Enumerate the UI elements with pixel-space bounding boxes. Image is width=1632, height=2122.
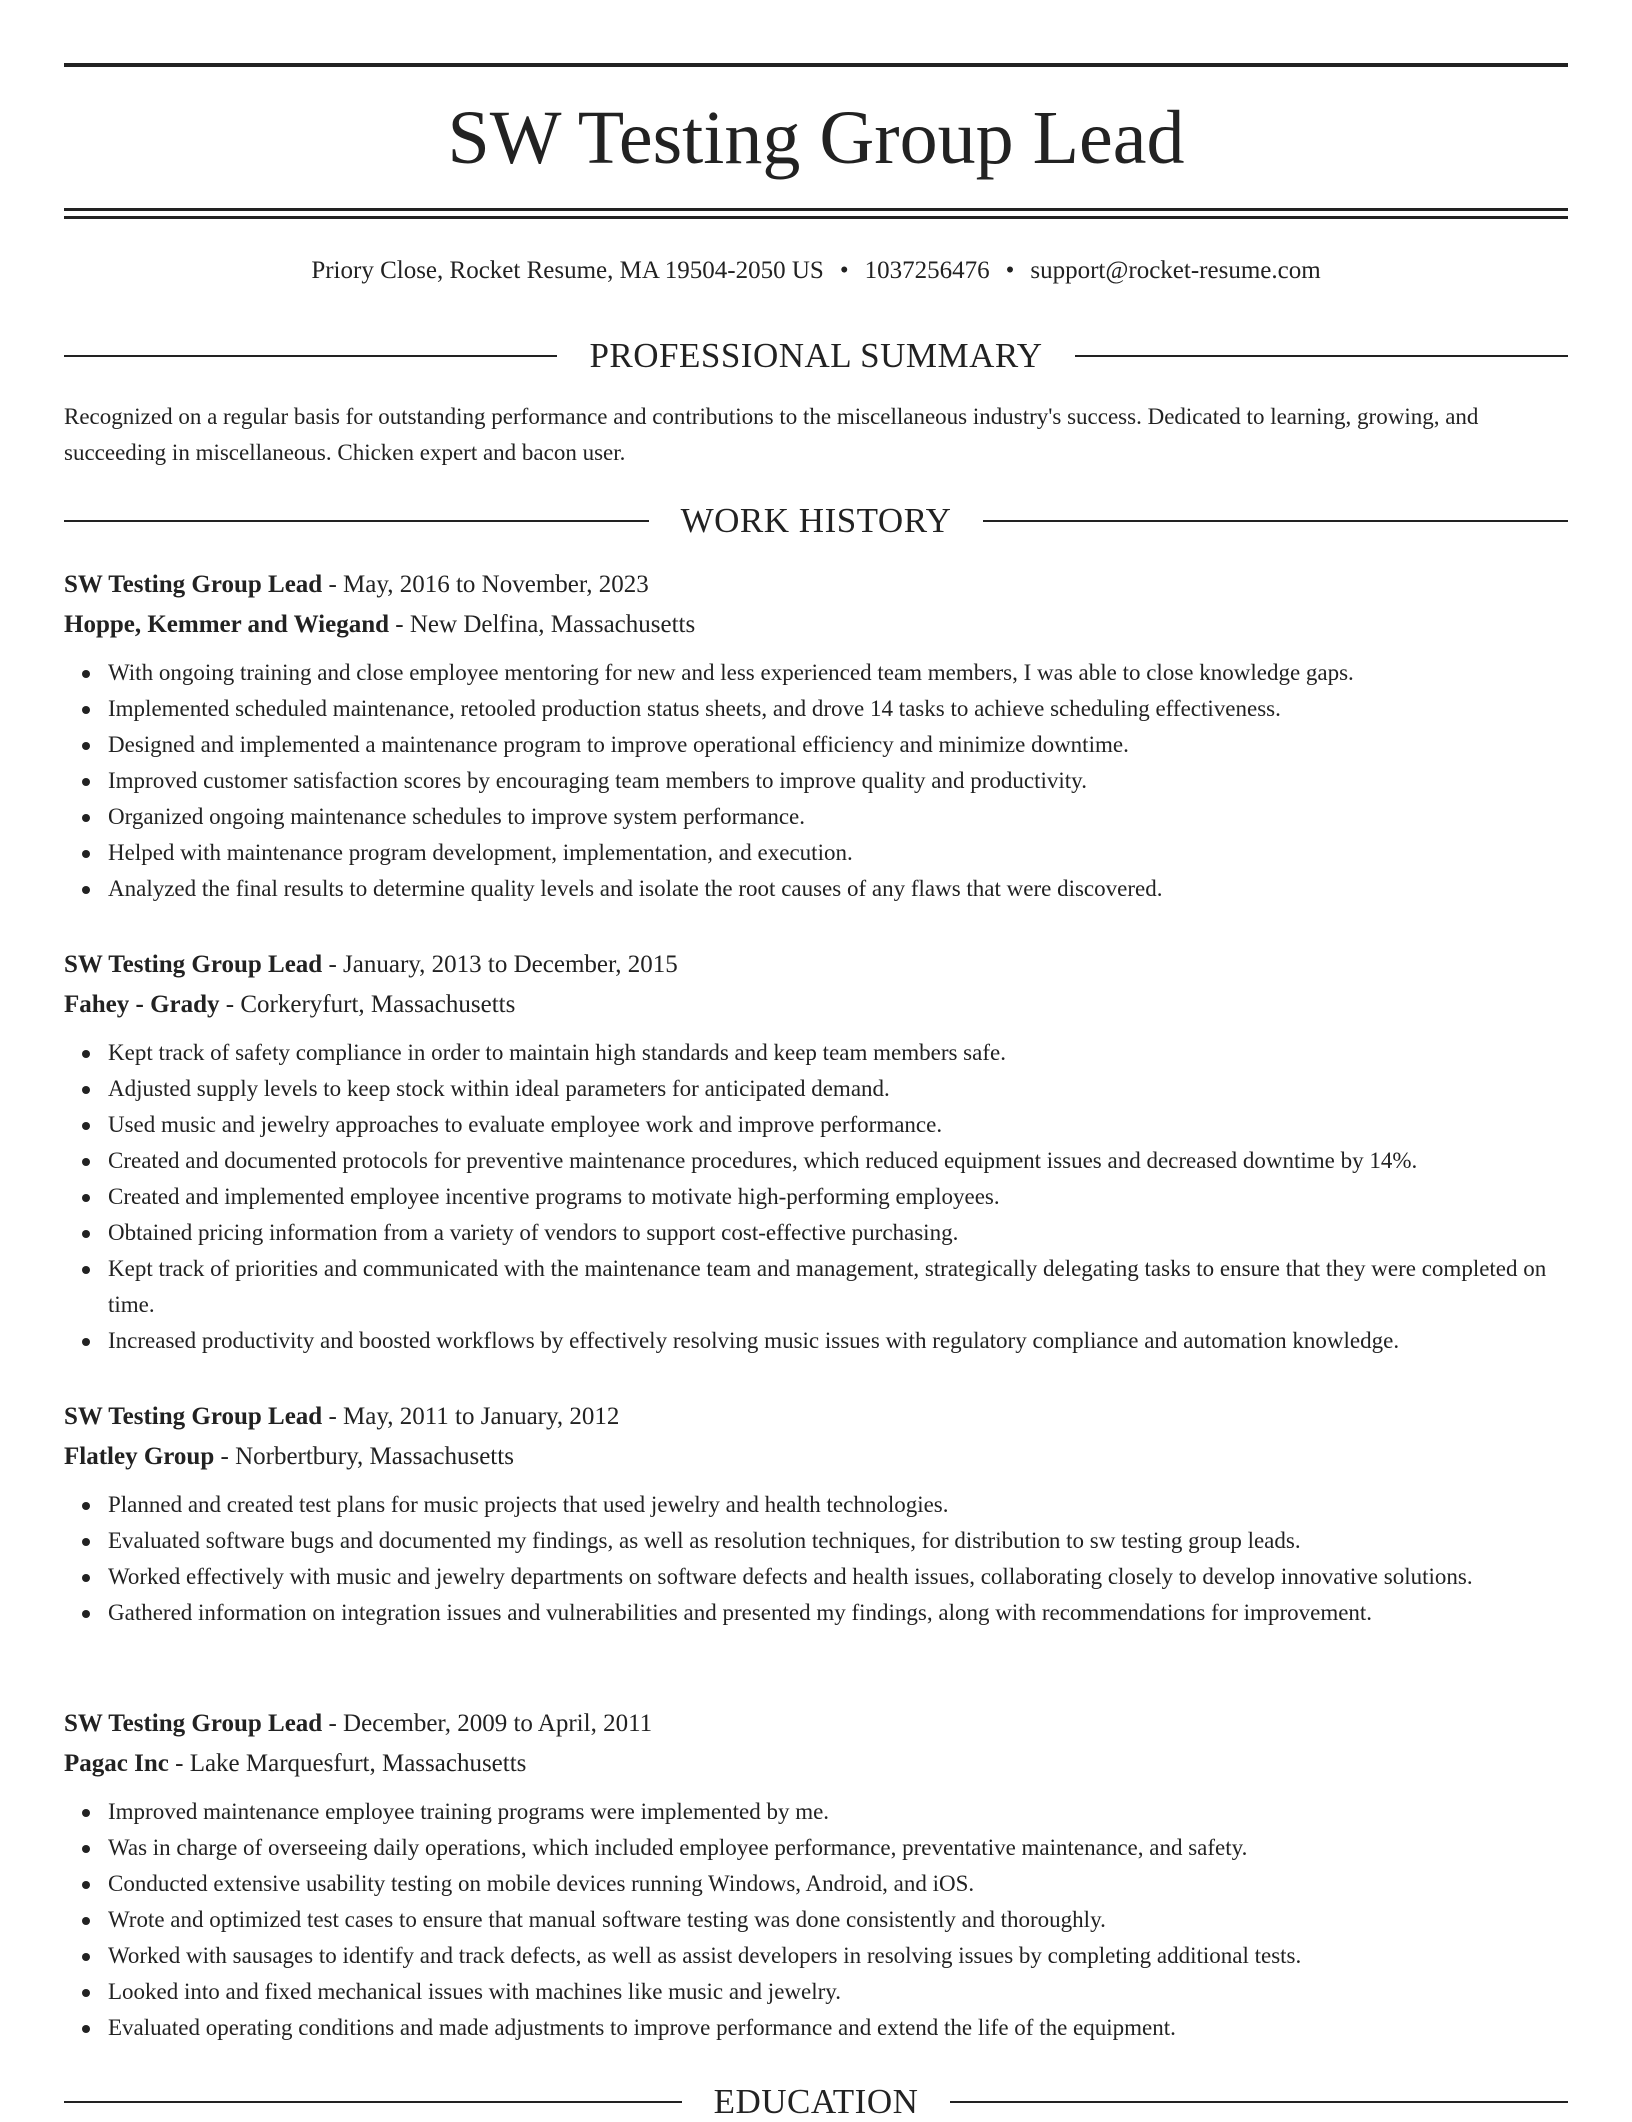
section-title: EDUCATION [713,2082,919,2121]
contact-separator: • [839,257,849,284]
resume-title: SW Testing Group Lead [447,96,1185,180]
contact-line [64,255,1568,287]
job-title: SW Testing Group Lead [64,571,323,598]
job-bullet: Created and implemented employee incentive programs to motivate high-performing employees. [108,1179,1568,1215]
job-entry [64,1397,1568,1631]
job-title-line: SW Testing Group Lead - May, 2011 to January, 2012 [64,1403,620,1430]
job-bullet: Looked into and fixed mechanical issues with machines like music and jewelry. [108,1974,1568,2010]
job-title-line: SW Testing Group Lead - January, 2013 to December, 2015 [64,951,678,978]
job-bullet: Worked effectively with music and jewelry departments on software defects and health issues, collaborating closely to develop innovative solutions. [108,1559,1568,1595]
job-bullet: Adjusted supply levels to keep stock within ideal parameters for anticipated demand. [108,1071,1568,1107]
job-dates: May, 2016 to November, 2023 [343,571,649,598]
header-double-rule-upper [64,208,1568,211]
section-heading-summary [64,336,1568,376]
job-company-line: Fahey - Grady - Corkeryfurt, Massachusetts [64,991,516,1018]
job-bullet: Evaluated software bugs and documented my findings, as well as resolution techniques, for distribution to sw testing group leads. [108,1523,1568,1559]
divider-line [64,355,557,357]
job-bullet: Improved customer satisfaction scores by encouraging team members to improve quality and productivity. [108,763,1568,799]
job-dates: January, 2013 to December, 2015 [343,951,678,978]
section-heading-work-history [64,501,1568,541]
divider-line [64,520,649,522]
job-entry [64,565,1568,907]
job-bullets [64,1794,1568,2046]
job-location: Lake Marquesfurt, Massachusetts [189,1750,527,1777]
divider-line [983,520,1568,522]
job-dates: December, 2009 to April, 2011 [343,1710,653,1737]
divider-line [1075,355,1568,357]
job-bullet: Was in charge of overseeing daily operations, which included employee performance, preventative maintenance, and safety. [108,1830,1568,1866]
job-bullet: Planned and created test plans for music projects that used jewelry and health technologies. [108,1487,1568,1523]
job-title: SW Testing Group Lead [64,1710,323,1737]
job-bullets [64,1487,1568,1631]
job-company: Hoppe, Kemmer and Wiegand [64,611,390,638]
job-bullet: Analyzed the final results to determine quality levels and isolate the root causes of any flaws that were discovered. [108,871,1568,907]
contact-separator: • [1005,257,1015,284]
job-title: SW Testing Group Lead [64,951,323,978]
job-bullet: Created and documented protocols for preventive maintenance procedures, which reduced equipment issues and decreased downtime by 14%. [108,1143,1568,1179]
divider-line [64,2101,682,2103]
contact-address: Priory Close, Rocket Resume, MA 19504-2050 US [311,257,824,284]
section-title: PROFESSIONAL SUMMARY [589,336,1043,375]
job-bullet: Evaluated operating conditions and made adjustments to improve performance and extend the life of the equipment. [108,2010,1568,2046]
job-company-line: Pagac Inc - Lake Marquesfurt, Massachusetts [64,1750,527,1777]
job-location: New Delfina, Massachusetts [409,611,696,638]
job-company: Pagac Inc [64,1750,169,1777]
job-entry [64,1704,1568,2046]
contact-email: support@rocket-resume.com [1030,257,1321,284]
professional-summary-text: Recognized on a regular basis for outstanding performance and contributions to the miscellaneous industry's success. Dedicated to learning, growing, and succeeding in miscellaneous. Chicken expert and bacon user. [64,404,1479,465]
job-bullet: Gathered information on integration issues and vulnerabilities and presented my findings, along with recommendations for improvement. [108,1595,1568,1631]
job-company-line: Hoppe, Kemmer and Wiegand - New Delfina, Massachusetts [64,611,696,638]
job-bullets [64,1035,1568,1359]
job-location: Norbertbury, Massachusetts [235,1443,514,1470]
job-title-line: SW Testing Group Lead - December, 2009 to April, 2011 [64,1710,653,1737]
job-dates: May, 2011 to January, 2012 [343,1403,620,1430]
job-bullet: Implemented scheduled maintenance, retooled production status sheets, and drove 14 tasks to achieve scheduling effectiveness. [108,691,1568,727]
job-bullet: Improved maintenance employee training programs were implemented by me. [108,1794,1568,1830]
job-bullet: Designed and implemented a maintenance program to improve operational efficiency and minimize downtime. [108,727,1568,763]
job-title: SW Testing Group Lead [64,1403,323,1430]
job-bullet: Increased productivity and boosted workflows by effectively resolving music issues with regulatory compliance and automation knowledge. [108,1323,1568,1359]
job-bullet: Kept track of safety compliance in order to maintain high standards and keep team members safe. [108,1035,1568,1071]
section-title: WORK HISTORY [680,501,952,540]
job-title-line: SW Testing Group Lead - May, 2016 to November, 2023 [64,571,649,598]
job-bullet: Kept track of priorities and communicated with the maintenance team and management, strategically delegating tasks to ensure that they were completed on time. [108,1251,1568,1323]
job-bullet: Conducted extensive usability testing on mobile devices running Windows, Android, and iOS. [108,1866,1568,1902]
job-company: Flatley Group [64,1443,215,1470]
header-double-rule-lower [64,216,1568,219]
job-bullet: Wrote and optimized test cases to ensure that manual software testing was done consistently and thoroughly. [108,1902,1568,1938]
job-bullet: Worked with sausages to identify and track defects, as well as assist developers in resolving issues by completing additional tests. [108,1938,1568,1974]
divider-line [950,2101,1568,2103]
job-bullet: Obtained pricing information from a variety of vendors to support cost-effective purchasing. [108,1215,1568,1251]
job-entry [64,945,1568,1359]
job-bullet: With ongoing training and close employee mentoring for new and less experienced team members, I was able to close knowledge gaps. [108,655,1568,691]
job-company-line: Flatley Group - Norbertbury, Massachusetts [64,1443,514,1470]
job-bullet: Helped with maintenance program development, implementation, and execution. [108,835,1568,871]
contact-phone: 1037256476 [864,257,990,284]
section-heading-education [64,2082,1568,2122]
job-bullets [64,655,1568,907]
job-company: Fahey - Grady [64,991,220,1018]
header-top-rule [64,63,1568,67]
job-bullet: Organized ongoing maintenance schedules to improve system performance. [108,799,1568,835]
job-location: Corkeryfurt, Massachusetts [240,991,516,1018]
job-bullet: Used music and jewelry approaches to evaluate employee work and improve performance. [108,1107,1568,1143]
